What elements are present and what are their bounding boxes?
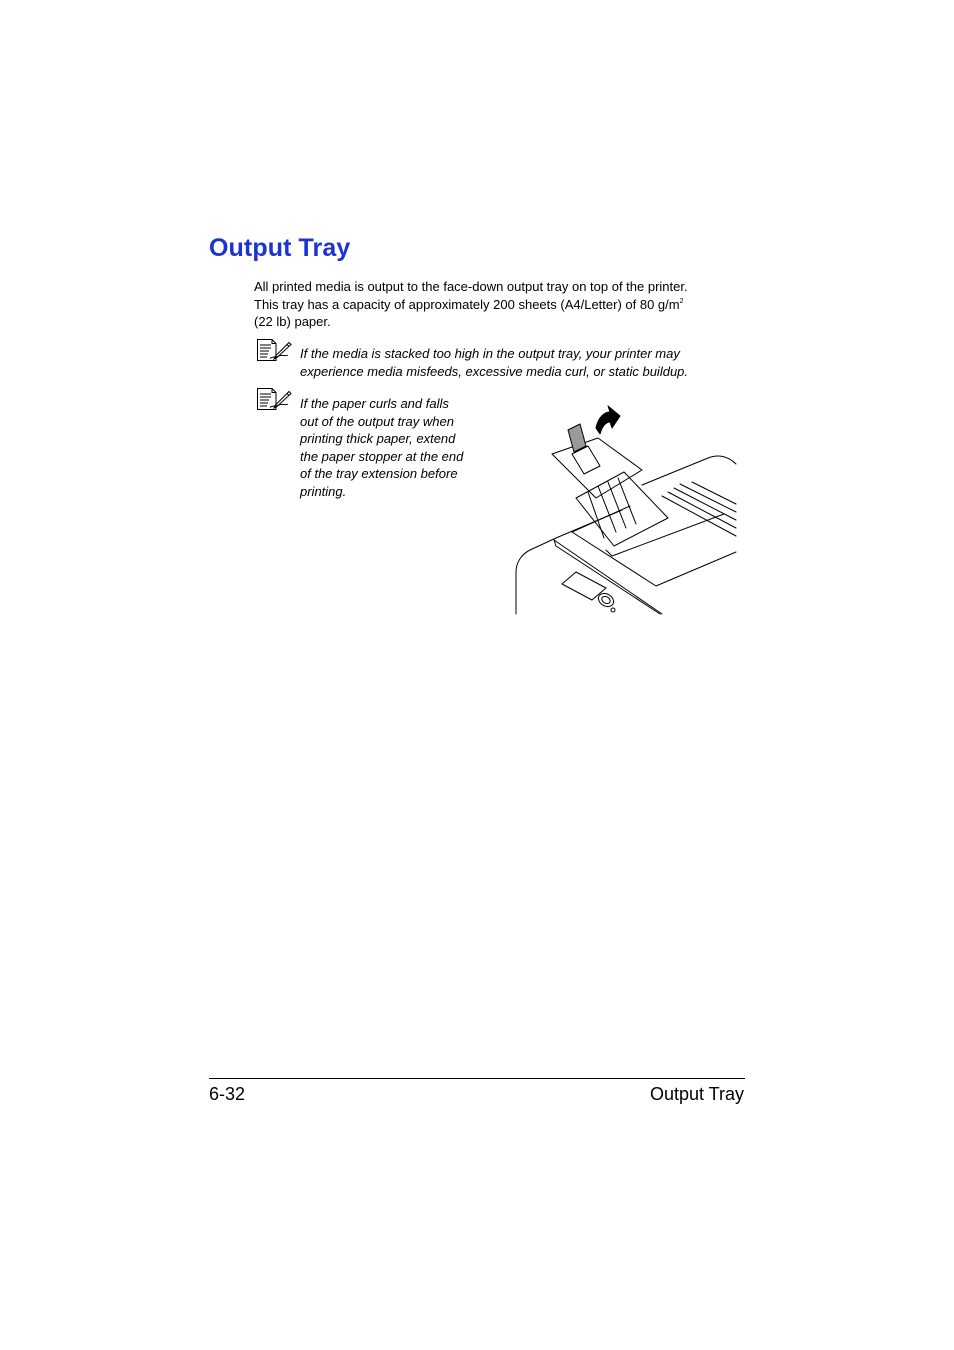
- footer-section-title: Output Tray: [649, 1084, 744, 1104]
- note-pen-icon: [256, 387, 292, 411]
- note-2-line-4: the paper stopper at the end: [300, 448, 464, 464]
- note-2-line-6: printing.: [300, 483, 347, 499]
- intro-line-3: (22 lb) paper.: [254, 314, 331, 330]
- intro-line-2: [254, 296, 754, 314]
- note-1-line-1: If the media is stacked too high in the output tray, your printer may: [300, 346, 680, 361]
- note-pen-icon: [256, 338, 292, 362]
- footer-divider: [209, 1078, 745, 1079]
- note-2-line-2: out of the output tray when: [300, 413, 454, 429]
- page-title: Output Tray: [209, 234, 351, 262]
- superscript-2: 2: [679, 297, 684, 305]
- note-2-line-1: If the paper curls and falls: [300, 396, 449, 411]
- footer-page-number: 6-32: [209, 1084, 246, 1104]
- note-2-text: [300, 395, 463, 501]
- intro-paragraph: [254, 278, 754, 331]
- note-1-line-2: experience media misfeeds, excessive media curl, or static buildup.: [300, 363, 689, 379]
- note-2-line-5: of the tray extension before: [300, 466, 458, 482]
- intro-line-1: All printed media is output to the face-down output tray on top of the printer.: [254, 279, 688, 294]
- note-1-text: [300, 345, 688, 380]
- note-2-line-3: printing thick paper, extend: [300, 431, 456, 447]
- intro-line-2-text: This tray has a capacity of approximately 200 sheets (A4/Letter) of 80 g/m: [254, 296, 680, 312]
- printer-output-tray-illustration: [512, 400, 740, 616]
